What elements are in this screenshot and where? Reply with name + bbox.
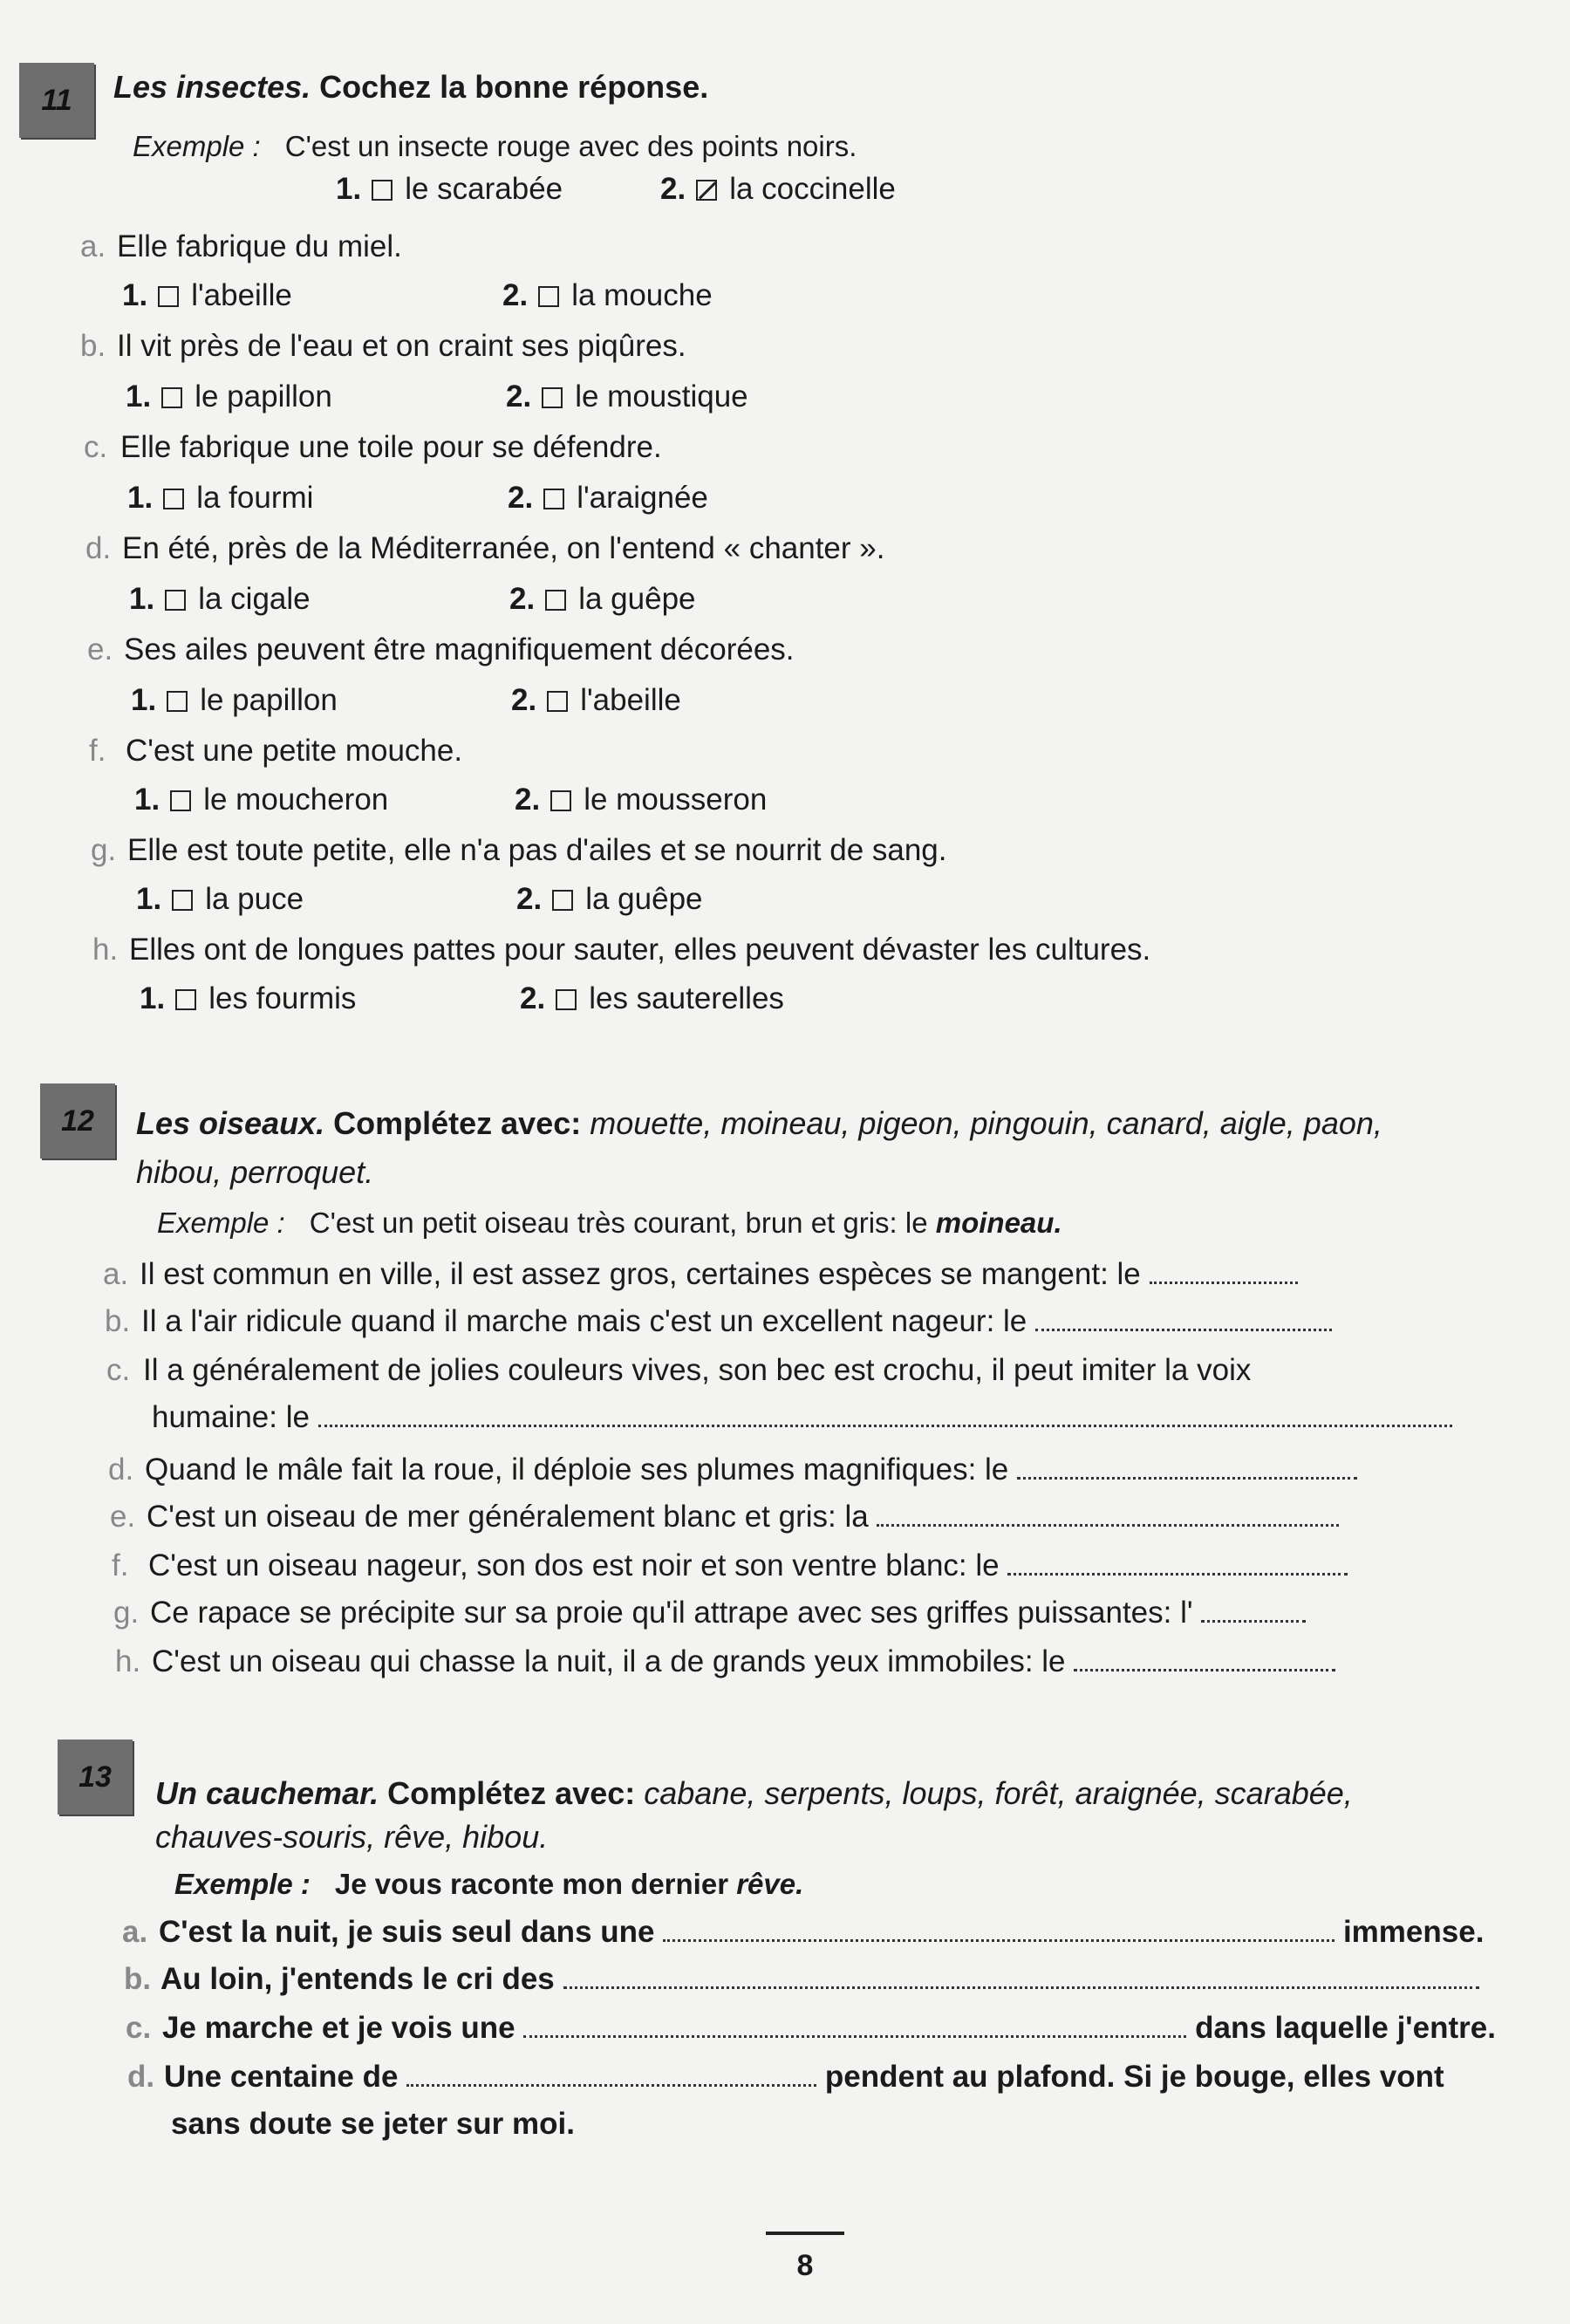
checkbox[interactable] (172, 890, 193, 911)
checkbox[interactable] (538, 286, 559, 307)
checkbox[interactable] (552, 890, 573, 911)
question-h: h. C'est un oiseau qui chasse la nuit, il a de grands yeux immobiles: le (115, 1640, 1335, 1684)
question-e: e. Ses ailes peuvent être magnifiquement décorées. (87, 632, 795, 666)
exercise-number-badge: 13 (58, 1740, 133, 1815)
answer-blank[interactable] (523, 2009, 1186, 2038)
answer-blank[interactable] (1017, 1451, 1357, 1480)
question-g: g. Elle est toute petite, elle n'a pas d'ailes et se nourrit de sang. (91, 833, 947, 867)
answer-blank[interactable] (1007, 1547, 1348, 1576)
example-line: Exemple : C'est un petit oiseau très courant, brun et gris: le moineau. (157, 1206, 1062, 1239)
question-b: b. Il a l'air ridicule quand il marche mais c'est un excellent nageur: le (105, 1300, 1332, 1343)
checkbox[interactable] (158, 286, 179, 307)
checkbox[interactable] (372, 180, 392, 201)
answer-blank[interactable] (318, 1398, 1452, 1427)
question-d: d. En été, près de la Méditerranée, on l'entend « chanter ». (85, 531, 885, 565)
answer-blank[interactable] (1035, 1302, 1332, 1331)
checkbox[interactable] (547, 691, 568, 712)
question-e: e. C'est un oiseau de mer généralement blanc et gris: la (110, 1495, 1339, 1539)
answer-blank[interactable] (563, 1960, 1479, 1989)
answer-blank[interactable] (1150, 1255, 1298, 1284)
checkbox[interactable] (161, 387, 182, 408)
exercise-number-badge: 12 (40, 1083, 115, 1159)
question-c: c. Elle fabrique une toile pour se défendre. (84, 430, 662, 464)
answer-blank[interactable] (877, 1498, 1339, 1527)
answer-blank[interactable] (663, 1913, 1334, 1942)
checkbox[interactable] (543, 489, 564, 509)
question-f: f. C'est une petite mouche. (89, 734, 463, 768)
checkbox-checked[interactable] (696, 180, 717, 201)
question-f: f. C'est un oiseau nageur, son dos est noir et son ventre blanc: le (112, 1544, 1348, 1588)
answer-blank[interactable] (406, 2058, 816, 2087)
question-g: g. Ce rapace se précipite sur sa proie qu'il attrape avec ses griffes puissantes: l' (113, 1591, 1306, 1635)
exercise-title-continued: hibou, perroquet. (136, 1154, 374, 1190)
question-a: a. C'est la nuit, je suis seul dans une immense. (122, 1915, 1485, 1949)
exercise-title: Les oiseaux. Complétez avec: mouette, moineau, pigeon, pingouin, canard, aigle, paon, (136, 1105, 1382, 1141)
checkbox[interactable] (167, 691, 188, 712)
question-c: c. Il a généralement de jolies couleurs vives, son bec est crochu, il peut imiter la voix (106, 1353, 1252, 1387)
checkbox[interactable] (550, 790, 571, 811)
question-d-continued: sans doute se jeter sur moi. (171, 2107, 575, 2141)
exercise-title: Les insectes. Cochez la bonne réponse. (113, 69, 709, 105)
exercise-number-badge: 11 (19, 63, 94, 138)
checkbox[interactable] (170, 790, 191, 811)
question-b: b. Au loin, j'entends le cri des (124, 1958, 1479, 2001)
page-number: 8 (766, 2232, 844, 2283)
checkbox[interactable] (175, 989, 196, 1010)
question-h: h. Elles ont de longues pattes pour sauter, elles peuvent dévaster les cultures. (92, 933, 1151, 967)
exercise-title-continued: chauves-souris, rêve, hibou. (155, 1819, 549, 1855)
workbook-page: 11 Les insectes. Cochez la bonne réponse. Exemple : C'est un insecte rouge avec des points noirs. 1. le scarabée 2. la coccinelle a. Elle fabrique du miel. 1. l'abeille 2. la mouche b. Il vit près de l'eau et on craint ses piqûres. 1. le papillon 2. le moustique c. Elle fabrique une toile pour se défendre. 1. la fourmi 2. l'araignée d. En été, près de la Méditerranée, on l'entend « chanter ». 1. la cigale 2. la guêpe e. Ses ailes peuvent être magnifiquement décorées. 1. le papillon 2. l'abeille f. C'est une petite mouche. 1. le moucheron 2. le mousseron g. Elle est toute petite, elle n'a pas d'ailes et se nourrit de sang. 1. la puce 2. la guêpe h. Elles ont de longues pattes pour sauter, elles peuvent dévaster les cultures. 1. les fourmis 2. les sauterelles 12 Les oiseaux. Complétez avec: mouette, moineau, pigeon, pingouin, canard, aigle, paon, hibou, perroquet. Exemple : C'est un petit oiseau très courant, brun et gris: le moineau. a. Il est commun en ville, il est assez gros, certaines espèces se mangent: le b. Il a l'air ridicule quand il marche mais c'est un excellent nageur: le c. Il a généralement de jolies couleurs vives, son bec est crochu, il peut imiter la voix humaine: le d. Quand le mâle fait la roue, il déploie ses plumes magnifiques: le e. C'est un oiseau de mer généralement blanc et gris: la f. C'est un oiseau nageur, son dos est noir et son ventre blanc: le g. Ce rapace se précipite sur sa proie qu'il attrape avec ses griffes puissantes: l' h. C'est un oiseau qui chasse la nuit, il a de grands yeux immobiles: le 13 Un cauchemar. Complétez avec: cabane, serpents, loups, forêt, araignée, scarabée, chauves-souris, rêve, hibou. Exemple : Je vous raconte mon dernier rêve. a. C'est la nuit, je suis seul dans une immense. b. Au loin, j'entends le cri des c. Je marche et je vois une dans laquelle j'entre. d. Une centaine de pendent au plafond. Si je bouge, elles vont sans doute se jeter sur moi. 8 (0, 0, 1570, 2324)
question-b: b. Il vit près de l'eau et on craint ses piqûres. (80, 329, 686, 363)
checkbox[interactable] (163, 489, 184, 509)
question-c-continued: humaine: le (152, 1396, 1452, 1439)
question-d: d. Quand le mâle fait la roue, il déploie ses plumes magnifiques: le (108, 1448, 1357, 1492)
exercise-title: Un cauchemar. Complétez avec: cabane, serpents, loups, forêt, araignée, scarabée, (155, 1775, 1353, 1811)
checkbox[interactable] (165, 590, 186, 611)
question-d: d. Une centaine de pendent au plafond. Si je bouge, elles vont (127, 2060, 1444, 2094)
example-line: Exemple : C'est un insecte rouge avec des points noirs. (133, 130, 857, 162)
question-a: a. Elle fabrique du miel. (80, 229, 402, 263)
checkbox[interactable] (545, 590, 566, 611)
question-a: a. Il est commun en ville, il est assez gros, certaines espèces se mangent: le (103, 1253, 1298, 1296)
example-line: Exemple : Je vous raconte mon dernier rêve. (174, 1868, 804, 1900)
question-c: c. Je marche et je vois une dans laquelle j'entre. (126, 2011, 1496, 2045)
answer-blank[interactable] (1201, 1594, 1306, 1623)
checkbox[interactable] (542, 387, 563, 408)
answer-blank[interactable] (1074, 1643, 1335, 1671)
checkbox[interactable] (556, 989, 577, 1010)
